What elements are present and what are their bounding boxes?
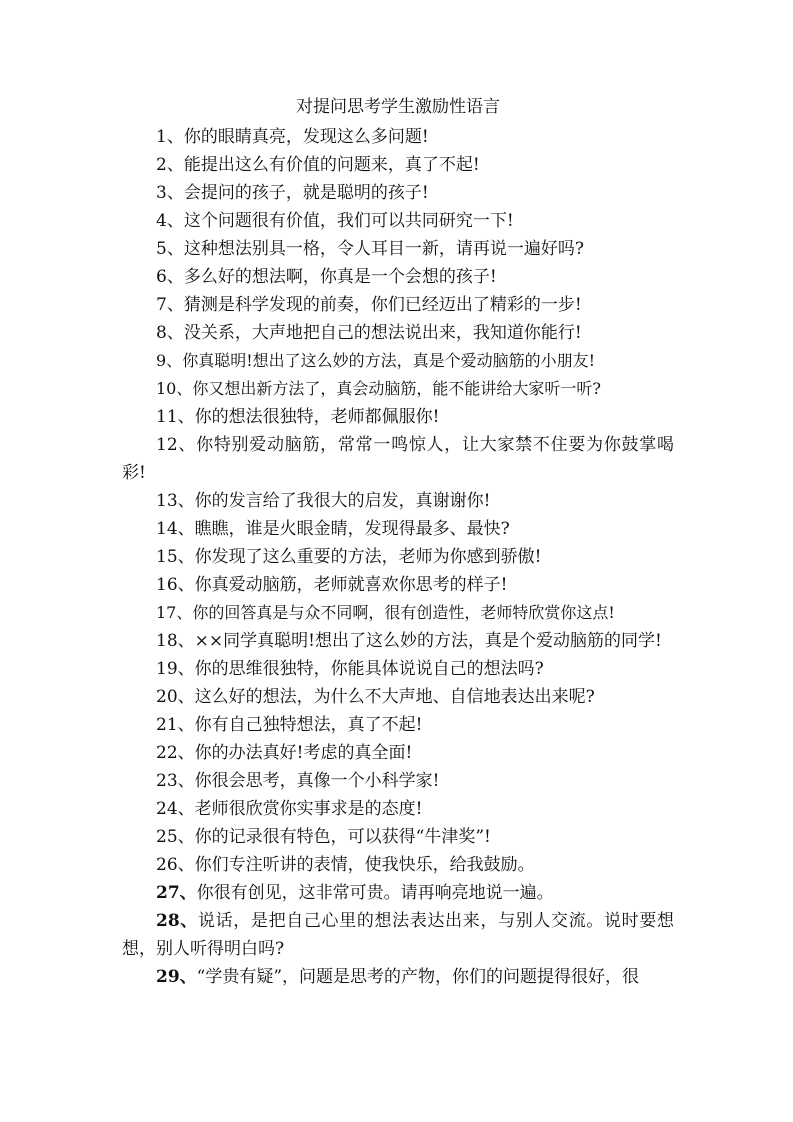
- list-item: [122, 431, 674, 487]
- item-number: 13、: [156, 491, 195, 511]
- item-text: ××同学真聪明!想出了这么妙的方法，真是个爱动脑筋的同学!: [194, 631, 662, 651]
- item-number: 4、: [156, 211, 184, 231]
- item-number: 15、: [156, 547, 195, 567]
- item-number: 6、: [156, 267, 184, 287]
- list-item: [122, 151, 674, 179]
- item-number: 9、: [156, 351, 183, 370]
- list-item: [122, 879, 674, 907]
- list-item: [122, 767, 674, 795]
- list-item: [122, 375, 674, 403]
- item-text: 你的眼睛真亮，发现这么多问题!: [183, 127, 429, 147]
- list-item: [122, 627, 674, 655]
- item-text: 你的想法很独特，老师都佩服你!: [194, 407, 440, 427]
- item-text: 你特别爱动脑筋，常常一鸣惊人，让大家禁不住要为你鼓掌喝彩!: [122, 435, 674, 483]
- list-item: [122, 403, 674, 431]
- list-item: [122, 823, 674, 851]
- list-item: [122, 795, 674, 823]
- item-text: 你有自己独特想法，真了不起!: [194, 715, 423, 735]
- item-number: 11、: [156, 407, 195, 427]
- item-number: 14、: [156, 519, 195, 539]
- item-number: 21、: [156, 715, 195, 735]
- list-item: [122, 207, 674, 235]
- item-text: 你的思维很独特，你能具体说说自己的想法吗?: [194, 659, 544, 679]
- item-number: 3、: [156, 183, 184, 203]
- item-number: 28、: [156, 911, 198, 931]
- list-item: [122, 571, 674, 599]
- list-item: [122, 599, 674, 627]
- item-text: 你真爱动脑筋，老师就喜欢你思考的样子!: [194, 575, 508, 595]
- list-item: [122, 907, 674, 963]
- item-text: 你发现了这么重要的方法，老师为你感到骄傲!: [194, 547, 542, 567]
- item-text: 你真聪明!想出了这么妙的方法，真是个爱动脑筋的小朋友!: [182, 351, 596, 370]
- item-number: 20、: [156, 687, 195, 707]
- item-number: 25、: [156, 827, 195, 847]
- list-item: [122, 739, 674, 767]
- item-number: 24、: [156, 799, 195, 819]
- item-text: 多么好的想法啊，你真是一个会想的孩子!: [183, 267, 497, 287]
- item-text: 说话，是把自己心里的想法表达出来，与别人交流。说时要想想，别人听得明白吗?: [122, 911, 674, 959]
- item-text: 猜测是科学发现的前奏，你们已经迈出了精彩的一步!: [183, 295, 582, 315]
- document-body: [122, 95, 674, 991]
- item-text: 这种想法别具一格，令人耳目一新，请再说一遍好吗?: [183, 239, 584, 259]
- document-title: 对提问思考学生激励性语言: [296, 97, 500, 117]
- item-number: 2、: [156, 155, 184, 175]
- item-number: 26、: [156, 855, 195, 875]
- list-item: [122, 263, 674, 291]
- item-text: 你的办法真好!考虑的真全面!: [194, 743, 413, 763]
- phrase-list: [122, 123, 674, 991]
- list-item: [122, 711, 674, 739]
- list-item: [122, 963, 674, 991]
- item-text: 你的回答真是与众不同啊，很有创造性，老师特欣赏你这点!: [192, 603, 615, 622]
- item-number: 1、: [156, 127, 184, 147]
- list-item: [122, 851, 674, 879]
- list-item: [122, 543, 674, 571]
- item-text: 你的记录很有特色，可以获得“牛津奖”!: [194, 827, 491, 847]
- item-number: 22、: [156, 743, 195, 763]
- list-item: [122, 123, 674, 151]
- item-text: 这么好的想法，为什么不大声地、自信地表达出来呢?: [194, 687, 595, 707]
- item-number: 29、: [156, 967, 197, 987]
- item-number: 10、: [156, 379, 193, 398]
- item-text: 老师很欣赏你实事求是的态度!: [194, 799, 423, 819]
- item-number: 7、: [156, 295, 184, 315]
- item-text: 你的发言给了我很大的启发，真谢谢你!: [194, 491, 491, 511]
- item-text: 你又想出新方法了，真会动脑筋，能不能讲给大家听一听?: [192, 379, 601, 398]
- list-item: [122, 655, 674, 683]
- item-number: 8、: [156, 323, 184, 343]
- list-item: [122, 683, 674, 711]
- item-text: 这个问题很有价值，我们可以共同研究一下!: [183, 211, 514, 231]
- item-number: 19、: [156, 659, 195, 679]
- item-number: 23、: [156, 771, 195, 791]
- item-text: 瞧瞧，谁是火眼金睛，发现得最多、最快?: [194, 519, 510, 539]
- list-item: [122, 179, 674, 207]
- item-number: 12、: [156, 435, 197, 455]
- item-text: 没关系，大声地把自己的想法说出来，我知道你能行!: [183, 323, 582, 343]
- list-item: [122, 515, 674, 543]
- item-number: 18、: [156, 631, 195, 651]
- item-text: “学贵有疑”，问题是思考的产物，你们的问题提得很好，很: [196, 967, 640, 987]
- item-number: 16、: [156, 575, 195, 595]
- item-text: 你们专注听讲的表情，使我快乐，给我鼓励。: [194, 855, 535, 875]
- list-item: [122, 291, 674, 319]
- item-number: 5、: [156, 239, 184, 259]
- item-text: 你很有创见，这非常可贵。请再响亮地说一遍。: [196, 883, 554, 903]
- list-item: [122, 319, 674, 347]
- item-text: 会提问的孩子，就是聪明的孩子!: [183, 183, 429, 203]
- list-item: [122, 487, 674, 515]
- list-item: [122, 235, 674, 263]
- item-text: 能提出这么有价值的问题来，真了不起!: [183, 155, 480, 175]
- item-number: 27、: [156, 883, 197, 903]
- item-number: 17、: [156, 603, 193, 622]
- list-item: [122, 347, 674, 375]
- item-text: 你很会思考，真像一个小科学家!: [194, 771, 440, 791]
